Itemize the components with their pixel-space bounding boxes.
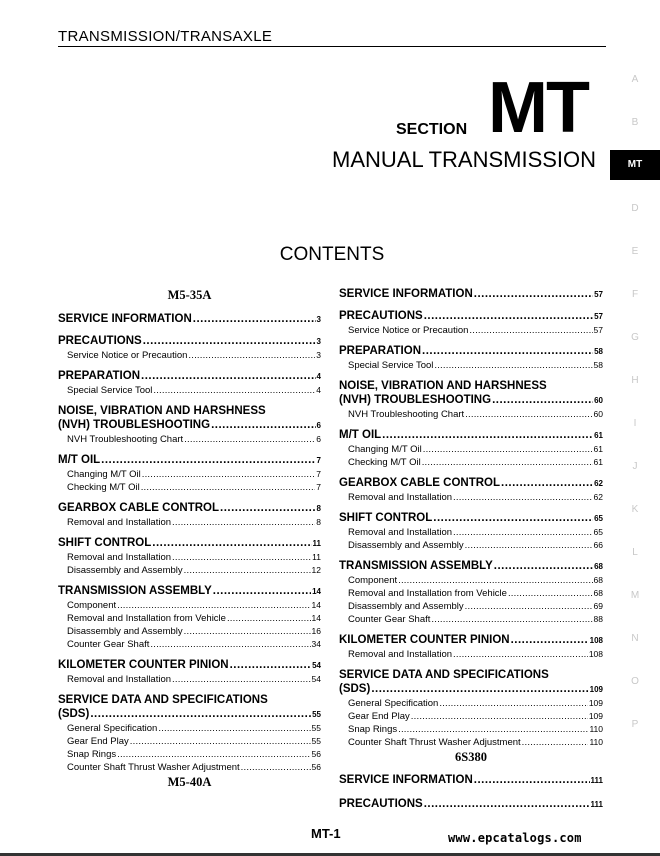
toc-subentry-title: Disassembly and Assembly <box>348 540 464 551</box>
toc-group <box>339 428 603 469</box>
toc-heading-page: 55 <box>312 710 321 719</box>
toc-subentry-leader <box>453 491 592 504</box>
toc-subentry-page: 8 <box>316 517 321 527</box>
toc-heading-leader <box>422 344 593 358</box>
section-tab-a[interactable]: A <box>631 74 639 85</box>
toc-heading-leader <box>474 287 593 301</box>
toc-heading-page: 11 <box>312 539 321 548</box>
toc-heading-leader <box>230 658 312 672</box>
section-tab-b[interactable]: B <box>631 117 639 128</box>
section-tab-j[interactable]: J <box>632 461 638 472</box>
toc-heading-title: SHIFT CONTROL <box>339 512 433 524</box>
toc-subentry-title: Component <box>67 600 117 611</box>
toc-heading-page: 3 <box>316 315 321 324</box>
toc-subentry-leader <box>153 384 315 397</box>
toc-heading-page: 65 <box>594 514 603 523</box>
toc-heading-page: 6 <box>316 421 321 430</box>
toc-subentry-title: Gear End Play <box>348 711 410 722</box>
toc-subentry-title: Counter Shaft Thrust Washer Adjustment <box>67 762 240 773</box>
model-heading: 6S380 <box>455 750 487 764</box>
toc-heading-line1: NOISE, VIBRATION AND HARSHNESS <box>58 405 266 417</box>
toc-subentry[interactable] <box>339 710 603 723</box>
toc-heading-line1: SERVICE DATA AND SPECIFICATIONS <box>58 694 268 706</box>
toc-subentry-title: NVH Troubleshooting Chart <box>348 409 465 420</box>
toc-subentry-page: 88 <box>593 614 603 624</box>
toc-subentry[interactable] <box>58 735 321 748</box>
toc-subentry-page: 57 <box>593 325 603 335</box>
toc-subentry-title: Component <box>348 575 398 586</box>
toc-subentry-title: NVH Troubleshooting Chart <box>67 434 184 445</box>
toc-subentry[interactable] <box>339 491 603 504</box>
toc-heading-page: 60 <box>594 396 603 405</box>
toc-subentry-title: Changing M/T Oil <box>348 444 422 455</box>
toc-heading-leader <box>494 559 593 573</box>
toc-group <box>58 658 321 686</box>
toc-subentry-page: 14 <box>311 613 321 623</box>
toc-group <box>339 511 603 552</box>
toc-subentry-title: Removal and Installation <box>67 552 172 563</box>
toc-heading[interactable] <box>58 658 321 673</box>
toc-subentry-leader <box>422 456 593 469</box>
toc-heading-page: 3 <box>316 337 321 346</box>
toc-subentry-page: 61 <box>593 444 603 454</box>
toc-subentry-title: Disassembly and Assembly <box>348 601 464 612</box>
toc-subentry-leader <box>431 613 592 626</box>
toc-subentry[interactable] <box>58 516 321 529</box>
toc-subentry-leader <box>188 349 315 362</box>
toc-subentry-leader <box>184 433 315 446</box>
toc-heading[interactable] <box>58 584 321 599</box>
toc-group <box>58 369 321 397</box>
toc-subentry-leader <box>141 481 316 494</box>
toc-subentry-page: 11 <box>312 552 321 562</box>
toc-heading-page: 14 <box>312 587 321 596</box>
toc-subentry[interactable] <box>339 456 603 469</box>
toc-subentry[interactable] <box>339 324 603 337</box>
toc-group <box>339 668 603 749</box>
toc-heading[interactable] <box>339 344 603 359</box>
toc-subentry-title: Removal and Installation <box>67 517 172 528</box>
toc-subentry-leader <box>130 735 311 748</box>
toc-subentry-page: 61 <box>593 457 603 467</box>
toc-heading[interactable] <box>58 453 321 468</box>
toc-subentry-leader <box>398 723 588 736</box>
toc-subentry[interactable] <box>339 539 603 552</box>
toc-heading[interactable] <box>58 501 321 516</box>
toc-subentry-leader <box>411 710 588 723</box>
toc-subentry-leader <box>398 574 592 587</box>
toc-subentry-leader <box>150 638 310 651</box>
toc-heading[interactable] <box>58 312 321 327</box>
toc-subentry-page: 55 <box>311 736 321 746</box>
toc-subentry-page: 56 <box>311 762 321 772</box>
toc-subentry[interactable] <box>58 599 321 612</box>
toc-subentry-page: 58 <box>593 360 603 370</box>
toc-subentry[interactable] <box>339 613 603 626</box>
toc-heading-leader <box>382 428 593 442</box>
toc-heading-title: KILOMETER COUNTER PINION <box>58 659 229 671</box>
toc-heading-title: TRANSMISSION ASSEMBLY <box>58 585 212 597</box>
toc-heading-leader <box>90 707 311 721</box>
toc-heading-line1: SERVICE DATA AND SPECIFICATIONS <box>339 669 549 681</box>
toc-subentry-page: 110 <box>589 724 603 734</box>
toc-group <box>58 501 321 529</box>
contents-heading <box>0 244 660 266</box>
header-title: TRANSMISSION/TRANSAXLE <box>58 28 273 45</box>
toc-subentry-leader <box>423 443 593 456</box>
toc-subentry-page: 6 <box>316 434 321 444</box>
toc-heading-title: GEARBOX CABLE CONTROL <box>58 502 219 514</box>
toc-group <box>58 312 321 327</box>
toc-subentry-title: Removal and Installation <box>67 674 172 685</box>
section-tab-m[interactable]: M <box>630 590 640 601</box>
toc-subentry-title: Removal and Installation <box>348 649 453 660</box>
toc-subentry[interactable] <box>58 612 321 625</box>
toc-heading-leader <box>371 682 588 696</box>
toc-subentry-title: Disassembly and Assembly <box>67 565 183 576</box>
toc-subentry-leader <box>453 526 592 539</box>
toc-subentry-page: 110 <box>589 737 603 747</box>
toc-subentry[interactable] <box>58 468 321 481</box>
toc-heading[interactable] <box>58 536 321 551</box>
toc-subentry[interactable] <box>339 736 603 749</box>
toc-subentry-leader <box>453 648 588 661</box>
toc-heading-page: 111 <box>590 800 603 809</box>
toc-subentry-page: 66 <box>593 540 603 550</box>
toc-heading-leader <box>211 418 315 432</box>
toc-subentry-leader <box>117 748 310 761</box>
toc-subentry-title: Removal and Installation from Vehicle <box>67 613 226 624</box>
section-tab-f[interactable]: F <box>631 289 639 300</box>
toc-heading-title: SERVICE INFORMATION <box>339 774 473 786</box>
toc-subentry-leader <box>172 673 310 686</box>
toc-group <box>339 559 603 626</box>
section-word: SECTION <box>396 121 468 138</box>
toc-subentry[interactable] <box>58 551 321 564</box>
toc-heading-leader <box>511 633 589 647</box>
toc-subentry-page: 12 <box>311 565 321 575</box>
toc-heading[interactable] <box>58 369 321 384</box>
toc-subentry[interactable] <box>58 761 321 774</box>
section-tab-n[interactable]: N <box>631 633 639 644</box>
toc-heading-title: TRANSMISSION ASSEMBLY <box>339 560 493 572</box>
toc-heading-title: PRECAUTIONS <box>339 798 423 810</box>
toc-subentry-leader <box>172 516 315 529</box>
toc-subentry[interactable] <box>339 443 603 456</box>
toc-group <box>339 633 603 661</box>
toc-heading[interactable] <box>58 707 321 722</box>
toc-subentry-page: 60 <box>593 409 603 419</box>
toc-subentry-page: 68 <box>593 575 603 585</box>
toc-subentry[interactable] <box>58 433 321 446</box>
toc-subentry[interactable] <box>339 408 603 421</box>
toc-subentry-leader <box>434 359 592 372</box>
toc-heading[interactable] <box>58 418 321 433</box>
section-tab-d[interactable]: D <box>631 203 639 214</box>
toc-group <box>58 584 321 651</box>
toc-subentry-page: 4 <box>316 385 321 395</box>
toc-heading-leader <box>141 369 316 383</box>
toc-subentry-title: General Specification <box>67 723 158 734</box>
toc-heading[interactable] <box>339 797 603 812</box>
toc-subentry[interactable] <box>339 574 603 587</box>
toc-heading-page: 54 <box>312 661 321 670</box>
toc-subentry[interactable] <box>339 587 603 600</box>
toc-subentry-page: 7 <box>316 469 321 479</box>
toc-heading-title: PREPARATION <box>339 345 421 357</box>
toc-subentry-page: 54 <box>311 674 321 684</box>
toc-subentry-page: 7 <box>316 482 321 492</box>
toc-subentry-title: Changing M/T Oil <box>67 469 141 480</box>
toc-subentry[interactable] <box>339 526 603 539</box>
section-tab-mt[interactable]: MT <box>610 150 660 180</box>
toc-heading-leader <box>143 334 316 348</box>
toc-subentry-leader <box>117 599 310 612</box>
toc-group <box>339 476 603 504</box>
section-tab-p[interactable]: P <box>631 719 639 730</box>
section-tab-k[interactable]: K <box>631 504 639 515</box>
toc-subentry-leader <box>227 612 311 625</box>
toc-subentry-title: Checking M/T Oil <box>67 482 140 493</box>
toc-subentry-page: 62 <box>593 492 603 502</box>
toc-subentry-leader <box>184 625 311 638</box>
toc-heading-title: (NVH) TROUBLESHOOTING <box>339 394 492 406</box>
toc-heading-title: M/T OIL <box>58 454 101 466</box>
toc-heading[interactable] <box>339 428 603 443</box>
toc-heading-page: 57 <box>594 290 603 299</box>
model-heading: M5-35A <box>167 288 212 302</box>
toc-heading-line1: NOISE, VIBRATION AND HARSHNESS <box>339 380 547 392</box>
toc-heading-page: 8 <box>316 504 321 513</box>
section-tab-h[interactable]: H <box>631 375 639 386</box>
toc-group <box>58 453 321 494</box>
toc-subentry-page: 109 <box>588 698 603 708</box>
toc-subentry[interactable] <box>58 564 321 577</box>
toc-heading-page: 68 <box>594 562 603 571</box>
toc-subentry-leader <box>469 324 592 337</box>
toc-subentry-title: Service Notice or Precaution <box>67 350 188 361</box>
toc-subentry-leader <box>184 564 311 577</box>
section-tab-g[interactable]: G <box>631 332 639 343</box>
toc-subentry-leader <box>508 587 593 600</box>
model-heading: M5-40A <box>167 775 212 789</box>
toc-heading-title: M/T OIL <box>339 429 382 441</box>
toc-subentry[interactable] <box>339 600 603 613</box>
toc-heading-leader <box>433 511 593 525</box>
section-name: MANUAL TRANSMISSION <box>332 147 597 172</box>
toc-subentry-title: Removal and Installation from Vehicle <box>348 588 507 599</box>
toc-heading-leader <box>424 797 590 811</box>
toc-group <box>58 404 321 446</box>
toc-subentry[interactable] <box>58 384 321 397</box>
toc-group <box>58 693 321 774</box>
toc-heading[interactable] <box>339 287 603 302</box>
toc-group <box>58 536 321 577</box>
toc-heading-page: 109 <box>589 685 603 694</box>
toc-subentry-title: Special Service Tool <box>67 385 153 396</box>
toc-heading-title: PREPARATION <box>58 370 140 382</box>
section-tab-o[interactable]: O <box>631 676 639 687</box>
toc-subentry-page: 55 <box>311 723 321 733</box>
toc-subentry-page: 16 <box>311 626 321 636</box>
toc-subentry[interactable] <box>339 697 603 710</box>
toc-heading-title: PRECAUTIONS <box>58 335 142 347</box>
contents-title: CONTENTS <box>279 244 385 265</box>
section-code: MT <box>488 68 588 148</box>
toc-left-column <box>58 280 321 790</box>
toc-heading-page: 108 <box>589 636 603 645</box>
toc-subentry-title: Snap Rings <box>67 749 117 760</box>
toc-subentry-title: Snap Rings <box>348 724 398 735</box>
toc-heading-leader <box>193 312 316 326</box>
section-tab-i[interactable]: I <box>633 418 637 429</box>
toc-heading-leader <box>213 584 311 598</box>
toc-subentry-leader <box>465 600 593 613</box>
toc-heading-leader <box>220 501 316 515</box>
toc-subentry[interactable] <box>339 723 603 736</box>
page-number: MT-1 <box>311 826 341 841</box>
toc-subentry-title: Gear End Play <box>67 736 129 747</box>
toc-right-column <box>339 280 603 812</box>
toc-heading-title: (SDS) <box>58 708 90 720</box>
toc-heading-title: (NVH) TROUBLESHOOTING <box>58 419 211 431</box>
toc-heading-page: 57 <box>594 312 603 321</box>
section-tab-e[interactable]: E <box>631 246 639 257</box>
toc-subentry-leader <box>522 736 589 749</box>
toc-subentry-title: Checking M/T Oil <box>348 457 421 468</box>
header-rule <box>58 46 606 47</box>
toc-subentry-title: Special Service Tool <box>348 360 434 371</box>
toc-subentry-page: 68 <box>593 588 603 598</box>
toc-subentry-leader <box>465 539 593 552</box>
toc-subentry-title: Service Notice or Precaution <box>348 325 469 336</box>
toc-subentry-title: General Specification <box>348 698 439 709</box>
toc-subentry[interactable] <box>58 722 321 735</box>
toc-subentry-leader <box>439 697 588 710</box>
toc-heading[interactable] <box>339 559 603 574</box>
toc-heading-leader <box>501 476 593 490</box>
toc-subentry-page: 65 <box>593 527 603 537</box>
toc-heading[interactable] <box>339 309 603 324</box>
toc-subentry-title: Counter Shaft Thrust Washer Adjustment <box>348 737 521 748</box>
toc-heading-title: KILOMETER COUNTER PINION <box>339 634 510 646</box>
toc-subentry-leader <box>241 761 311 774</box>
toc-subentry-page: 3 <box>316 350 321 360</box>
toc-heading-page: 111 <box>590 776 603 785</box>
toc-subentry-title: Counter Gear Shaft <box>67 639 150 650</box>
toc-heading[interactable] <box>339 682 603 697</box>
toc-subentry-title: Disassembly and Assembly <box>67 626 183 637</box>
toc-heading-title: (SDS) <box>339 683 371 695</box>
toc-subentry-page: 109 <box>588 711 603 721</box>
toc-heading[interactable] <box>339 476 603 491</box>
toc-heading-title: SERVICE INFORMATION <box>58 313 192 325</box>
toc-subentry-page: 69 <box>593 601 603 611</box>
toc-heading[interactable] <box>339 773 603 788</box>
toc-heading-title: SHIFT CONTROL <box>58 537 152 549</box>
toc-heading[interactable] <box>58 334 321 349</box>
toc-heading-page: 58 <box>594 347 603 356</box>
toc-heading-leader <box>101 453 315 467</box>
toc-subentry[interactable] <box>58 349 321 362</box>
toc-heading-title: PRECAUTIONS <box>339 310 423 322</box>
toc-heading-page: 7 <box>316 456 321 465</box>
toc-subentry[interactable] <box>58 625 321 638</box>
toc-subentry-title: Removal and Installation <box>348 492 453 503</box>
toc-heading[interactable] <box>339 511 603 526</box>
toc-subentry-page: 56 <box>311 749 321 759</box>
toc-group <box>339 287 603 302</box>
toc-heading-page: 61 <box>594 431 603 440</box>
toc-heading-title: GEARBOX CABLE CONTROL <box>339 477 500 489</box>
toc-heading-leader <box>474 773 590 787</box>
section-index-tabs <box>610 60 660 748</box>
toc-heading-page: 62 <box>594 479 603 488</box>
toc-heading-leader <box>492 393 593 407</box>
toc-subentry[interactable] <box>58 481 321 494</box>
toc-group <box>58 334 321 362</box>
toc-subentry-page: 108 <box>588 649 603 659</box>
toc-heading[interactable] <box>339 393 603 408</box>
toc-group <box>339 379 603 421</box>
toc-subentry-page: 14 <box>311 600 321 610</box>
toc-subentry-page: 34 <box>311 639 321 649</box>
toc-heading-leader <box>152 536 311 550</box>
watermark: www.epcatalogs.com <box>448 831 582 845</box>
toc-heading-leader <box>424 309 593 323</box>
toc-heading-title: SERVICE INFORMATION <box>339 288 473 300</box>
toc-subentry-title: Removal and Installation <box>348 527 453 538</box>
toc-subentry[interactable] <box>58 638 321 651</box>
toc-heading-page: 4 <box>316 372 321 381</box>
toc-subentry-leader <box>158 722 310 735</box>
toc-group <box>339 344 603 372</box>
toc-group <box>339 309 603 337</box>
toc-subentry[interactable] <box>58 748 321 761</box>
section-tab-l[interactable]: L <box>632 547 638 558</box>
toc-subentry-leader <box>172 551 311 564</box>
toc-subentry-leader <box>465 408 592 421</box>
toc-subentry[interactable] <box>58 673 321 686</box>
toc-subentry-leader <box>142 468 316 481</box>
toc-subentry-title: Counter Gear Shaft <box>348 614 431 625</box>
toc-heading[interactable] <box>339 633 603 648</box>
toc-subentry[interactable] <box>339 359 603 372</box>
toc-subentry[interactable] <box>339 648 603 661</box>
